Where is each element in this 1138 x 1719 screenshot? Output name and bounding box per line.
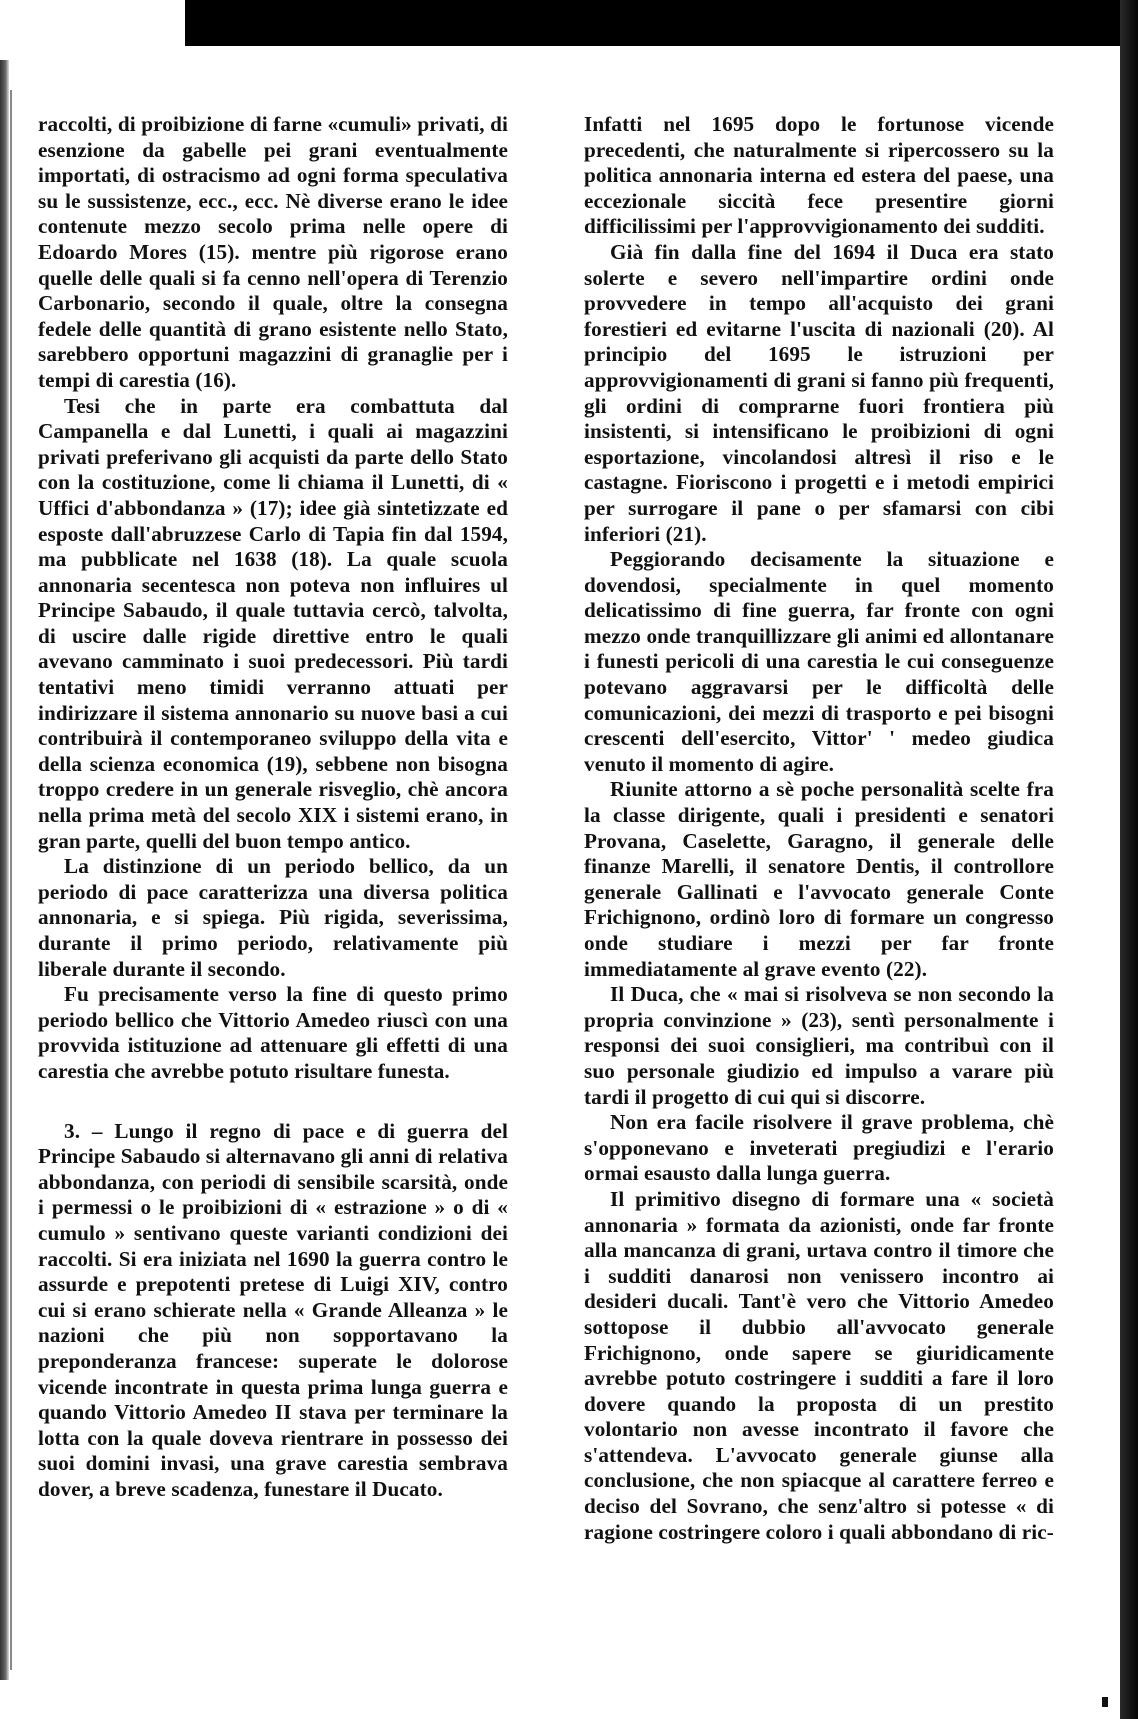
scan-right-border	[1120, 0, 1138, 1719]
book-page	[32, 112, 1054, 1672]
paragraph: Fu precisamente verso la fine di questo primo periodo bellico che Vittorio Amedeo riuscì con una provvida istituzione ad attenuare gli effetti di una carestia che avrebbe potuto risultare funesta.	[38, 982, 508, 1083]
scan-left-edge	[0, 60, 9, 1680]
paragraph: Infatti nel 1695 dopo le fortunose vicende precedenti, che naturalmente si ripercossero su la politica annonaria interna ed estera del paese, una eccezionale siccità fece presentire giorni difficilissimi per l'approvvigionamento dei sudditi.	[584, 112, 1054, 239]
paragraph: raccolti, di proibizione di farne «cumuli» privati, di esenzione da gabelle pei grani eventualmente importati, di ostracismo ad ogni forma speculativa su le sussistenze, ecc., ecc. Nè diverse erano le idee contenute mezzo secolo prima nelle opere di Edoardo Mores (15). mentre più rigorose erano quelle delle quali si fa cenno nell'opera di Terenzio Carbonario, secondo il quale, oltre la consegna fedele delle quantità di grano esistente nello Stato, sarebbero opportuni magazzini di granaglie per i tempi di carestia (16).	[38, 112, 508, 392]
paragraph: Riunite attorno a sè poche personalità scelte fra la classe dirigente, quali i presidenti e senatori Provana, Caselette, Garagno, il generale delle finanze Marelli, il senatore Dentis, il controllore generale Gallinati e l'avvocato generale Conte Frichignono, ordinò loro di formare un congresso onde studiare i mezzi per far fronte immediatamente al grave evento (22).	[584, 777, 1054, 981]
paragraph: La distinzione di un periodo bellico, da un periodo di pace caratterizza una diversa politica annonaria, e si spiega. Più rigida, severissima, durante il primo periodo, relativamente più liberale durante il secondo.	[38, 854, 508, 981]
scan-top-border	[185, 0, 1138, 46]
paragraph: Già fin dalla fine del 1694 il Duca era stato solerte e severo nell'impartire ordini onde provvedere in tempo all'acquisto dei grani forestieri ed evitarne l'uscita di nazionali (20). Al principio del 1695 le istruzioni per approvvigionamenti di grani si fanno più frequenti, gli ordini di comprarne fuori frontiera più insistenti, si intensificano le proibizioni di ogni esportazione, vincolandosi altresì il riso e le castagne. Fioriscono i progetti e i metodi empirici per surrogare il pane o per sfamarsi con cibi inferiori (21).	[584, 239, 1054, 546]
ink-mark	[1102, 1697, 1108, 1707]
section-3-paragraph: 3. – Lungo il regno di pace e di guerra del Principe Sabaudo si alternavano gli anni di relativa abbondanza, con periodi di sensibile scarsità, onde i permessi o le proibizioni di « estrazione » o di « cumulo » sentivano queste varianti condizioni dei raccolti. Si era iniziata nel 1690 la guerra contro le assurde e prepotenti pretese di Luigi XIV, contro cui si erano schierate nella « Grande Alleanza » le nazioni che più non sopportavano la preponderanza francese: superate le dolorose vicende incontrate in questa prima lunga guerra e quando Vittorio Amedeo II stava per terminare la lotta con la quale doveva rientrare in possesso dei suoi domini invasi, una grave carestia sembrava dover, a breve scadenza, funestare il Ducato.	[38, 1118, 508, 1501]
right-column	[584, 112, 1054, 1545]
paragraph: Il Duca, che « mai si risolveva se non secondo la propria convinzione » (23), sentì personalmente i responsi dei suoi consiglieri, ma contribuì con il suo personale giudizio ed impulso a varare più tardi il progetto di cui qui si discorre.	[584, 982, 1054, 1109]
paragraph: Tesi che in parte era combattuta dal Campanella e dal Lunetti, i quali ai magazzini privati preferivano gli acquisti da parte dello Stato con la costituzione, come li chiama il Lunetti, di « Uffici d'abbondanza » (17); idee già sintetizzate ed esposte dall'abruzzese Carlo di Tapia fin dal 1594, ma pubblicate nel 1638 (18). La quale scuola annonaria secentesca non poteva non influires ul Principe Sabaudo, il quale tuttavia cercò, talvolta, di uscire dalle rigide direttive entro le quali avevano camminato i suoi predecessori. Più tardi tentativi meno timidi verranno attuati per indirizzare il sistema annonario su nuove basi a cui contribuirà il contemporaneo sviluppo della vita e della scienza economica (19), sebbene non bisogna troppo credere in un generale risveglio, chè ancora nella prima metà del secolo XIX i sistemi erano, in gran parte, quelli del buon tempo antico.	[38, 393, 508, 853]
paragraph: Non era facile risolvere il grave problema, chè s'opponevano e inveterati pregiudizi e l'erario ormai esausto dalla lunga guerra.	[584, 1110, 1054, 1186]
paragraph: Peggiorando decisamente la situazione e dovendosi, specialmente in quel momento delicatissimo di fine guerra, far fronte con ogni mezzo onde tranquillizzare gli animi ed allontanare i funesti pericoli di una carestia le cui conseguenze potevano aggravarsi per le difficoltà delle comunicazioni, dei mezzi di trasporto e pei bisogni crescenti dell'esercito, Vittor' ' medeo giudica venuto il momento di agire.	[584, 547, 1054, 776]
scan-left-edge-line	[10, 90, 12, 1670]
left-column	[38, 112, 508, 1502]
paragraph: Il primitivo disegno di formare una « società annonaria » formata da azionisti, onde far fronte alla mancanza di grani, urtava contro il timore che i sudditi danarosi non venissero incontro ai desideri ducali. Tant'è vero che Vittorio Amedeo sottopose il dubbio all'avvocato generale Frichignono, onde sapere se giuridicamente avrebbe potuto costringere i sudditi a fare il loro dovere quando la proposta di un prestito volontario non avesse incontrato il favore che s'attendeva. L'avvocato generale giunse alla conclusione, che non spiacque al carattere ferreo e deciso del Sovrano, che senz'altro si potesse « di ragione costringere coloro i quali abbondano di ric-	[584, 1186, 1054, 1544]
